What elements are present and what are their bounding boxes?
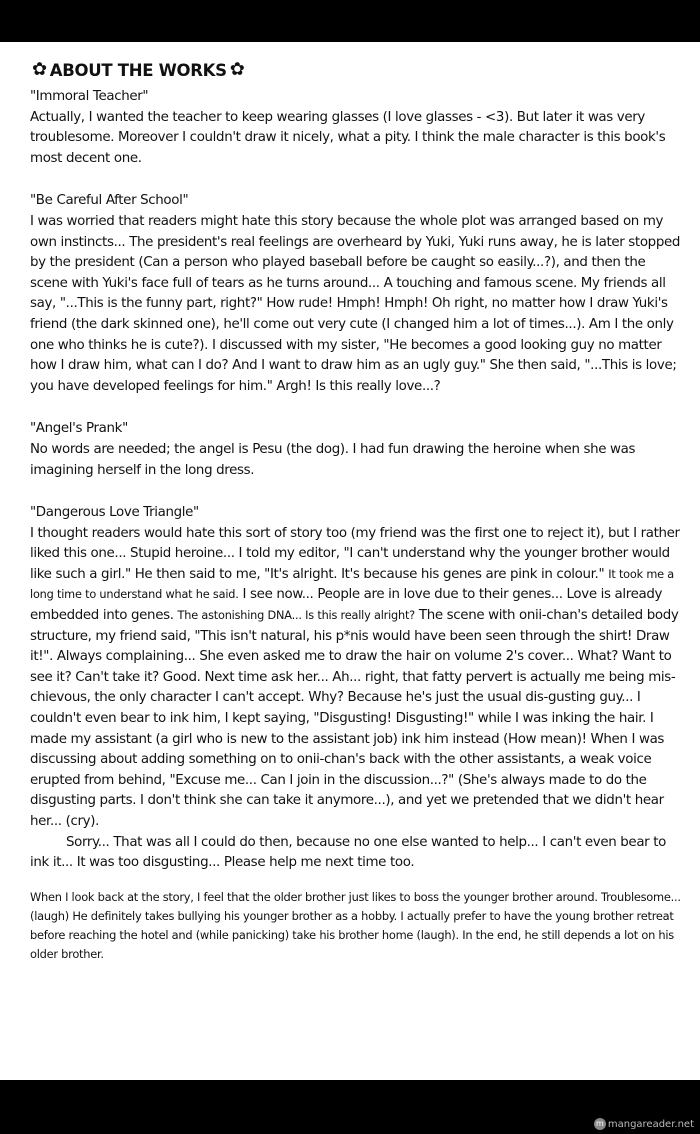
section-title-immoral-teacher: "Immoral Teacher" <box>30 89 149 104</box>
body-part-a: I thought readers would hate this sort of story too (my friend was the first one to reject it), but I rather liked this one... Stupid heroine... I told my editor, "I can't understand why the younger brother would like such a girl." He then said to me, "It's alright. It's because his genes are pink in colour." <box>30 525 680 582</box>
watermark <box>594 1118 694 1130</box>
star-right-icon: ✿ <box>229 59 245 80</box>
heading-title: ABOUT THE WORKS <box>49 60 227 80</box>
star-left-icon: ✿ <box>32 59 47 80</box>
watermark-text: mangareader.net <box>607 1118 694 1130</box>
section-body-angels-prank: No words are needed; the angel is Pesu (the dog). I had fun drawing the heroine when she was imagining herself in the long dress. <box>30 441 636 478</box>
body-part-c: The scene with onii-chan's detailed body structure, my friend said, "This isn't natural, his p*nis would have been seen through the shirt! Draw it!". Always complaining... She even asked me to draw the hair on volume 2's cover... What? Want to see it? Can't take it? Good. Next time ask her... Ah... right, that fatty pervert is actually me being mis-chievous, the only character I can't accept. Why? Because he's just the usual dis-gusting guy... I couldn't even bear to ink him, I kept saying, "Disgusting! Disgusting!" while I was inking the hair. I made my assistant (a girl who is new to the assistant job) ink him instead (How mean)! When I was discussing about adding something on to onii-chan's back with the other assistants, a weak voice erupted from behind, "Excuse me... Can I join in the discussion...?" (She's always made to do the disgusting parts. I don't think she can take it anymore...), and yet we pretended that we didn't hear her... (cry). <box>30 608 679 829</box>
body-part-b: I see now... People are in love due to their genes... Love is already embedded into genes. <box>30 587 663 624</box>
closing-paragraph: When I look back at the story, I feel that the older brother just likes to boss the younger brother around. Troublesome... (laugh) He definitely takes bullying his younger brother as a hobby. I actually prefer to have the young brother retreat before reaching the hotel and (while panicking) take his brother home (laugh). In the end, he still depends a lot on his older brother. <box>30 889 681 961</box>
section-title-angels-prank: "Angel's Prank" <box>30 421 128 437</box>
watermark-logo-icon: m <box>594 1118 606 1130</box>
section-body-be-careful: I was worried that readers might hate this story because the whole plot was arranged based on my own instincts... The president's real feelings are overheard by Yuki, Yuki runs away, he is later stopped by the president (Can a person who played baseball before be caught so easily...?), and then the scene with Yuki's face full of tears as he turns around... A touching and famous scene. My friends all say, "...This is the funny part, right?" How rude! Hmph! Hmph! Oh right, no matter how I draw Yuki's friend (the dark skinned one), he'll come out very cute (I changed him a lot of times...). Am I the only one who thinks he is cute?). I discussed with my sister, "He becomes a good looking guy no matter how I draw him, what can I do? And I want to draw him as an ugly guy." She then said, "...This is love; you have developed feelings for him." Argh! Is this really love...? <box>30 213 681 394</box>
document-page <box>0 42 700 1080</box>
section-body-immoral-teacher: Actually, I wanted the teacher to keep wearing glasses (I love glasses - <3). But later it was very troublesome. Moreover I couldn't draw it nicely, what a pity. I think the male character is this book's most decent one. <box>30 109 666 166</box>
body-small-note-1: It took me a long time to understand what he said. <box>30 567 675 602</box>
body-small-note-2: The astonishing DNA... Is this really alright? <box>177 609 415 623</box>
section-title-dangerous-love: "Dangerous Love Triangle" <box>30 505 199 521</box>
section-body-dangerous-love <box>30 524 682 833</box>
section-title-be-careful: "Be Careful After School" <box>30 193 189 209</box>
section-body-dangerous-love-sorry: Sorry... That was all I could do then, because no one else wanted to help... I can't even bear to ink it... It was too disgusting... Please help me next time too. <box>30 834 666 871</box>
page-heading <box>32 58 682 82</box>
